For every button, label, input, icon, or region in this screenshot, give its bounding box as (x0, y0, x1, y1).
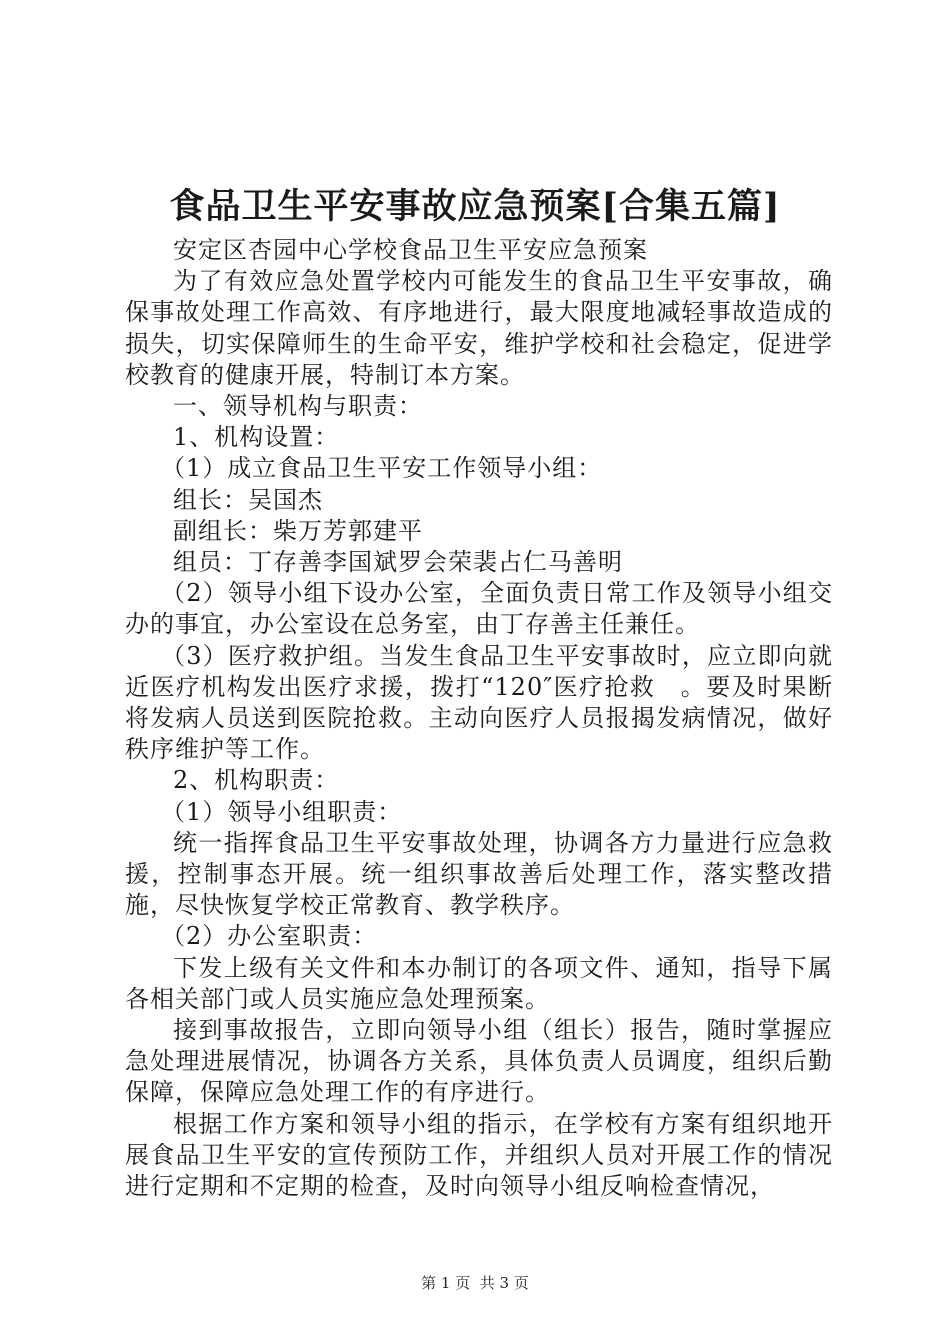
paragraph: 接到事故报告，立即向领导小组（组长）报告，随时掌握应急处理进展情况，协调各方关系，具体负责人员调度，组织后勤保障，保障应急处理工作的有序进行。 (125, 1016, 833, 1107)
subsection-heading-setup: 1、机构设置： (173, 423, 340, 452)
list-item: （3）医疗救护组。当发生食品卫生平安事故时，应立即向就近医疗机构发出医疗求援，拨打“120″医疗抢救 。要及时果断将发病人员送到医院抢救。主动向医疗人员报揭发病情况，做好秩序维护等工作。 (125, 641, 833, 764)
page-footer (0, 1272, 950, 1294)
team-deputy-leader: 副组长：柴万芳郭建平 (173, 516, 423, 545)
document-title: 食品卫生平安事故应急预案[合集五篇] (169, 186, 781, 227)
paragraph-intro: 为了有效应急处置学校内可能发生的食品卫生平安事故，确保事故处理工作高效、有序地进行，最大限度地减轻事故造成的损失，切实保障师生的生命平安，维护学校和社会稳定，促进学校教育的健康开展，特制订本方案。 (125, 267, 833, 389)
subsection-heading-duties: 2、机构职责： (173, 766, 340, 795)
paragraph: 根据工作方案和领导小组的指示，在学校有方案有组织地开展食品卫生平安的宣传预防工作，并组织人员对开展工作的情况进行定期和不定期的检查，及时向领导小组反响检查情况， (125, 1109, 833, 1201)
paragraph: 统一指挥食品卫生平安事故处理，协调各方力量进行应急救援，控制事态开展。统一组织事故善后处理工作，落实整改措施，尽快恢复学校正常教育、教学秩序。 (125, 828, 833, 920)
list-item: （2）领导小组下设办公室，全面负责日常工作及领导小组交办的事宜，办公室设在总务室，由丁存善主任兼任。 (125, 579, 833, 639)
list-item: （1）成立食品卫生平安工作领导小组： (161, 454, 603, 483)
section-heading-leadership: 一、领导机构与职责： (173, 392, 423, 421)
paragraph: 下发上级有关文件和本办制订的各项文件、通知，指导下属各相关部门或人员实施应急处理预案。 (125, 953, 833, 1013)
list-item: （1）领导小组职责： (161, 797, 403, 826)
list-item: （2）办公室职责： (161, 922, 378, 951)
document-body (125, 235, 833, 1202)
team-members: 组员：丁存善李国斌罗会荣裴占仁马善明 (173, 548, 623, 577)
paragraph-subtitle: 安定区杏园中心学校食品卫生平安应急预案 (173, 236, 648, 264)
page-number: 第 1 页 (421, 1274, 471, 1292)
page-total: 共 3 页 (479, 1274, 529, 1292)
team-leader: 组长：吴国杰 (173, 485, 323, 514)
